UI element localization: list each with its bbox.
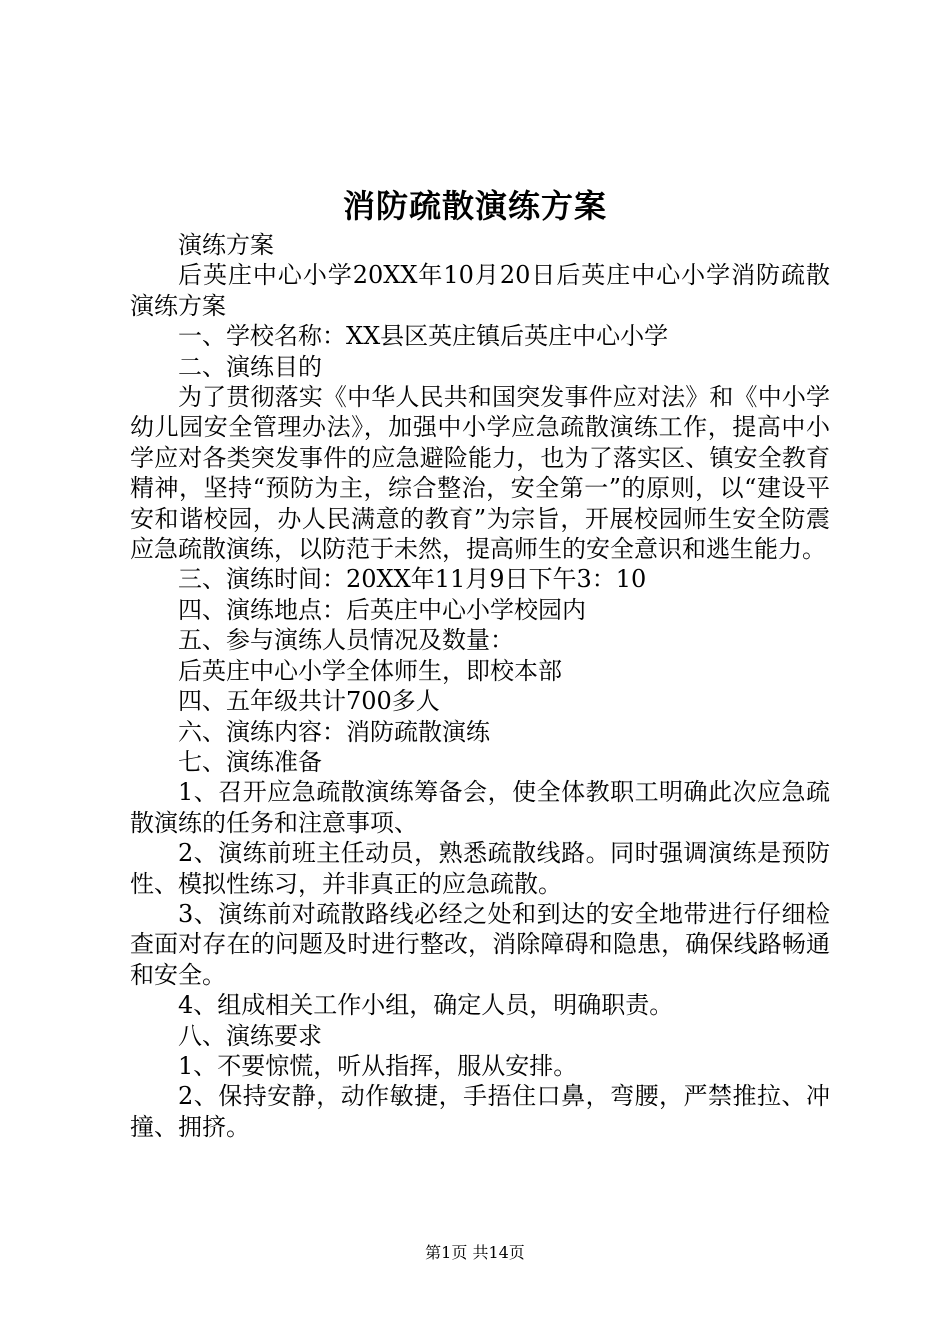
paragraph: 四、演练地点：后英庄中心小学校园内 bbox=[178, 595, 586, 624]
paragraph: 七、演练准备 bbox=[178, 747, 322, 776]
paragraph: 一、学校名称：XX县区英庄镇后英庄中心小学 bbox=[178, 322, 669, 351]
paragraph: 五、参与演练人员情况及数量： bbox=[178, 626, 514, 655]
paragraph: 2、保持安静，动作敏捷，手捂住口鼻，弯腰，严禁推拉、冲撞、拥挤。 bbox=[130, 1082, 830, 1141]
paragraph: 1、召开应急疏散演练筹备会，使全体教职工明确此次应急疏散演练的任务和注意事项、 bbox=[130, 778, 830, 837]
paragraph: 演练方案 bbox=[178, 231, 274, 259]
paragraph: 后英庄中心小学全体师生，即校本部 bbox=[178, 656, 562, 685]
paragraph: 3、演练前对疏散路线必经之处和到达的安全地带进行仔细检查面对存在的问题及时进行整改，消除障碍和隐患，确保线路畅通和安全。 bbox=[130, 899, 830, 989]
document-title: 消防疏散演练方案 bbox=[342, 187, 607, 225]
paragraph: 后英庄中心小学20XX年10月20日后英庄中心小学消防疏散演练方案 bbox=[130, 261, 830, 320]
document-body bbox=[130, 230, 830, 1142]
paragraph: 为了贯彻落实《中华人民共和国突发事件应对法》和《中小学幼儿园安全管理办法》，加强中小学应急疏散演练工作，提高中小学应对各类突发事件的应急避险能力，也为了落实区、镇安全教育精神，坚持“预防为主，综合整治，安全第一”的原则，以“建设平安和谐校园，办人民满意的教育”为宗旨，开展校园师生安全防震应急疏散演练，以防范于未然，提高师生的安全意识和逃生能力。 bbox=[130, 383, 830, 564]
paragraph: 二、演练目的 bbox=[178, 352, 322, 381]
paragraph: 六、演练内容：消防疏散演练 bbox=[178, 717, 490, 746]
paragraph: 四、五年级共计700多人 bbox=[178, 687, 440, 716]
paragraph: 三、演练时间：20XX年11月9日下午3：10 bbox=[178, 565, 647, 594]
paragraph: 4、组成相关工作小组，确定人员，明确职责。 bbox=[178, 991, 674, 1020]
page-number: 第1页 共14页 bbox=[425, 1243, 525, 1262]
paragraph: 2、演练前班主任动员，熟悉疏散线路。同时强调演练是预防性、模拟性练习，并非真正的应急疏散。 bbox=[130, 839, 830, 898]
paragraph: 1、不要惊慌，听从指挥，服从安排。 bbox=[178, 1051, 578, 1080]
paragraph: 八、演练要求 bbox=[178, 1021, 322, 1050]
